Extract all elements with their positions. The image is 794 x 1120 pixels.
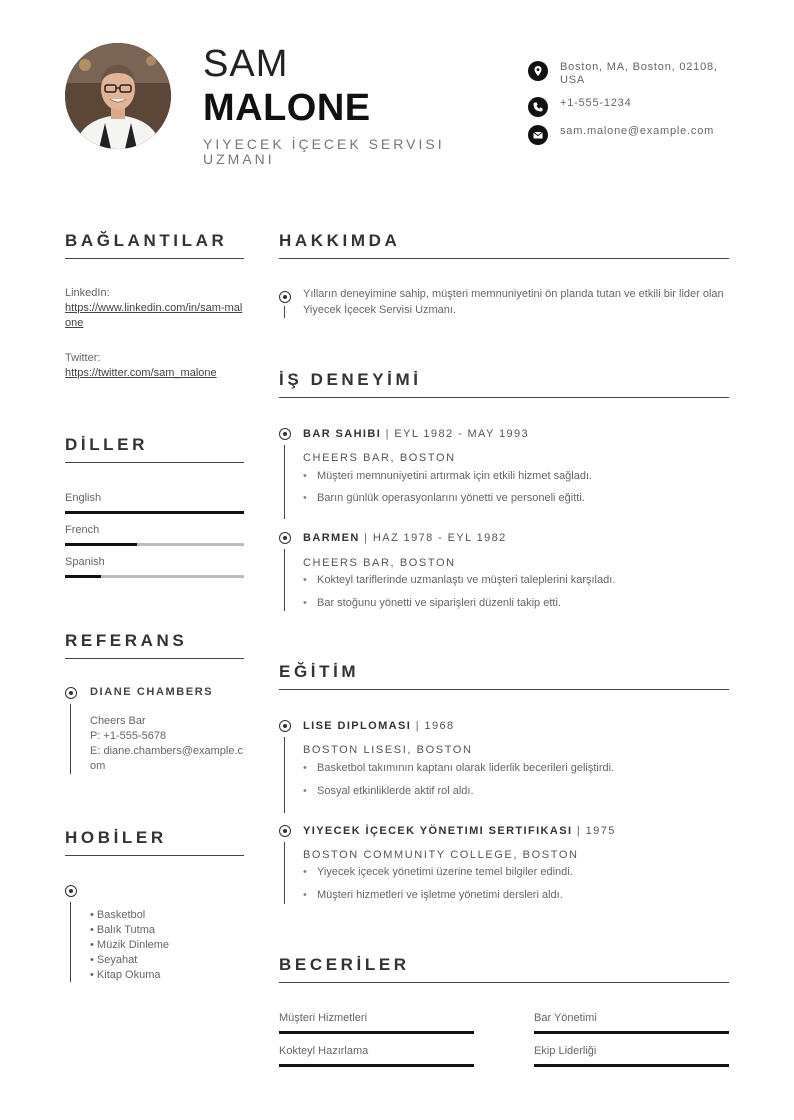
email-text: sam.malone@example.com	[560, 125, 715, 137]
heading-separator: |	[364, 532, 369, 544]
languages-section	[65, 436, 244, 463]
skill-item	[279, 1011, 474, 1034]
section-title-skills: BECERİLER	[279, 956, 729, 983]
skill-name: Bar Yönetimi	[534, 1012, 597, 1024]
education-bullet: • Sosyal etkinliklerde aktif rol aldı.	[303, 784, 729, 798]
language-level-fill	[65, 543, 137, 546]
section-title-hobbies: HOBİLER	[65, 829, 244, 856]
section-title-experience: İŞ DENEYİMİ	[279, 371, 729, 398]
section-title-languages: DİLLER	[65, 436, 244, 463]
education-section	[279, 663, 729, 690]
link-label: LinkedIn:	[65, 287, 110, 299]
skill-name: Müşteri Hizmetleri	[279, 1012, 368, 1024]
reference-name-text: DIANE CHAMBERS	[90, 686, 214, 698]
timeline-dot-icon	[65, 885, 77, 897]
timeline-line	[284, 445, 285, 519]
language-name: French	[65, 524, 100, 536]
link-linkedin	[65, 286, 244, 331]
phone-text: +1-555-1234	[560, 97, 632, 109]
skill-bar	[534, 1031, 729, 1034]
timeline-dot-icon	[279, 532, 291, 544]
timeline-line	[70, 704, 71, 774]
section-title-references: REFERANS	[65, 632, 244, 659]
language-level-bar	[65, 543, 244, 546]
timeline-line	[70, 902, 71, 982]
language-item	[65, 491, 244, 514]
hobby-item: • Müzik Dinleme	[90, 939, 170, 951]
skill-item	[534, 1011, 729, 1034]
experience-heading	[303, 428, 529, 440]
skill-bar	[279, 1064, 474, 1067]
job-company: CHEERS BAR, BOSTON	[303, 452, 456, 464]
hobbies-list	[90, 908, 240, 983]
contact-address	[528, 61, 728, 87]
language-level-fill	[65, 511, 244, 514]
about-section	[279, 232, 729, 259]
section-title-links: BAĞLANTILAR	[65, 232, 244, 259]
skill-name: Kokteyl Hazırlama	[279, 1045, 369, 1057]
language-name: English	[65, 492, 102, 504]
education-bullet: • Basketbol takımının kaptanı olarak liderlik becerileri geliştirdi.	[303, 761, 729, 775]
timeline-dot-icon	[279, 428, 291, 440]
skills-section	[279, 956, 729, 983]
reference-company: Cheers Bar	[90, 715, 146, 727]
language-level-fill	[65, 575, 101, 578]
hobby-item: • Balık Tutma	[90, 924, 155, 936]
job-bullet: • Barın günlük operasyonlarını yönetti ve personeli eğitti.	[303, 491, 729, 505]
school-name: BOSTON LISESI, BOSTON	[303, 744, 473, 756]
profile-photo-image	[65, 43, 171, 149]
job-title: YIYECEK İÇECEK SERVISI UZMANI	[203, 136, 445, 167]
contact-email	[528, 125, 728, 145]
reference-email: E: diane.chambers@example.com	[90, 745, 244, 772]
job-dates: EYL 1982 - MAY 1993	[394, 428, 530, 440]
reference-name	[90, 686, 250, 698]
heading-separator: |	[415, 720, 420, 732]
language-name: Spanish	[65, 556, 105, 568]
section-title-about: HAKKIMDA	[279, 232, 729, 259]
education-bullet: • Yiyecek içecek yönetimi üzerine temel bilgiler edindi.	[303, 865, 729, 879]
phone-icon	[528, 97, 548, 117]
language-level-bar	[65, 575, 244, 578]
location-pin-icon	[528, 61, 548, 81]
hobby-item: • Kitap Okuma	[90, 969, 161, 981]
degree-year: 1968	[424, 720, 455, 732]
language-item	[65, 523, 244, 546]
hobby-item: • Seyahat	[90, 954, 138, 966]
timeline-dot-icon	[279, 825, 291, 837]
about-text: Yılların deneyimine sahip, müşteri memnuniyetini ön planda tutan ve etkili bir lider olan Yiyecek İçecek Servisi Uzmanı.	[303, 288, 724, 316]
references-section	[65, 632, 244, 659]
job-bullet: • Bar stoğunu yönetti ve siparişleri düzenli takip etti.	[303, 596, 729, 610]
job-company: CHEERS BAR, BOSTON	[303, 557, 456, 569]
reference-details	[90, 714, 246, 774]
section-title-education: EĞİTİM	[279, 663, 729, 690]
job-role: BAR SAHIBI	[303, 428, 382, 440]
degree-year: 1975	[585, 825, 616, 837]
reference-phone: P: +1-555-5678	[90, 730, 167, 742]
last-name: MALONE	[203, 87, 371, 129]
timeline-dot-icon	[279, 291, 291, 303]
link-twitter	[65, 351, 244, 381]
language-item	[65, 555, 244, 578]
skill-bar	[279, 1031, 474, 1034]
experience-section	[279, 371, 729, 398]
profile-photo	[65, 43, 171, 149]
job-role: BARMEN	[303, 532, 360, 544]
timeline-line	[284, 549, 285, 611]
first-name: SAM	[203, 43, 289, 85]
hobbies-section	[65, 829, 244, 856]
skill-bar	[534, 1064, 729, 1067]
skill-name: Ekip Liderliği	[534, 1045, 597, 1057]
skill-item	[279, 1044, 474, 1067]
job-dates: HAZ 1978 - EYL 1982	[372, 532, 507, 544]
hobby-item: • Basketbol	[90, 909, 146, 921]
heading-separator: |	[576, 825, 582, 837]
address-text: Boston, MA, Boston, 02108, USA	[560, 61, 718, 86]
envelope-icon	[528, 125, 548, 145]
school-name: BOSTON COMMUNITY COLLEGE, BOSTON	[303, 849, 579, 861]
timeline-line	[284, 306, 285, 318]
education-heading	[303, 825, 616, 837]
language-level-bar	[65, 511, 244, 514]
job-bullet: • Kokteyl tariflerinde uzmanlaştı ve müşteri taleplerini karşıladı.	[303, 573, 729, 587]
timeline-line	[284, 737, 285, 813]
twitter-url[interactable]: https://twitter.com/sam_malone	[65, 367, 217, 379]
timeline-dot-icon	[65, 687, 77, 699]
link-label: Twitter:	[65, 352, 101, 364]
education-bullet: • Müşteri hizmetleri ve işletme yönetimi dersleri aldı.	[303, 888, 729, 902]
timeline-dot-icon	[279, 720, 291, 732]
degree-name: LISE DIPLOMASI	[303, 720, 412, 732]
education-heading	[303, 720, 455, 732]
experience-heading	[303, 532, 507, 544]
contact-phone	[528, 97, 728, 117]
timeline-line	[284, 842, 285, 904]
job-bullet: • Müşteri memnuniyetini artırmak için etkili hizmet sağladı.	[303, 469, 729, 483]
degree-name: YIYECEK İÇECEK YÖNETIMI SERTIFIKASI	[303, 825, 573, 837]
links-section	[65, 232, 244, 259]
skill-item	[534, 1044, 729, 1067]
linkedin-url[interactable]: https://www.linkedin.com/in/sam-malone	[65, 302, 243, 329]
heading-separator: |	[385, 428, 390, 440]
